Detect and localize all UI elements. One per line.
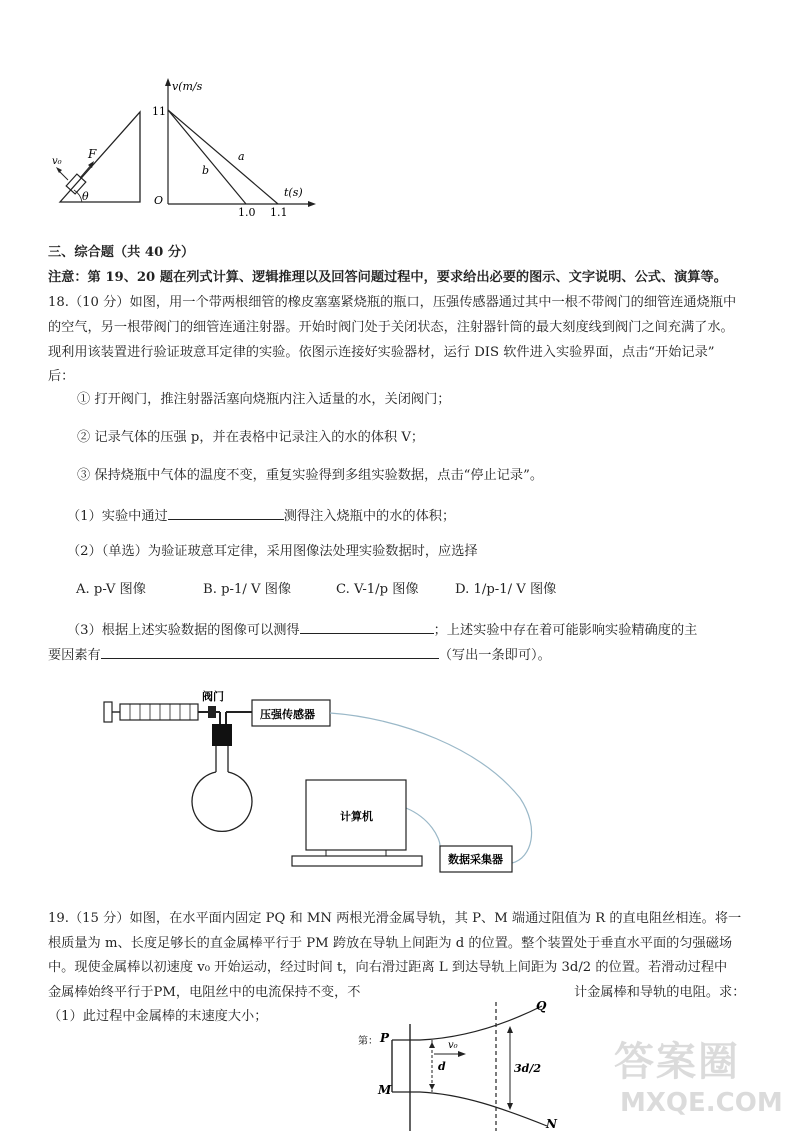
q18-sub3-cont: 要因素有 [48, 648, 101, 663]
x-tick-1: 1.0 [238, 206, 256, 218]
apparatus-figure [100, 688, 550, 878]
watermark-en: MXQE.COM [620, 1088, 783, 1118]
watermark-cn: 答案圈 [614, 1039, 740, 1085]
q18-line2: 的空气，另一根带阀门的细管连通注射器。开始时阀门处于关闭状态，注射器针筒的最大刻度线到阀门之间充满了水。 [48, 320, 734, 335]
y-axis-label: v(m/s [172, 80, 203, 93]
q18-step1: ① 打开阀门，推注射器活塞向烧瓶内注入适量的水，关闭阀门； [77, 392, 451, 407]
rails-3d2-label: 3d/2 [514, 1062, 542, 1075]
q18-step2: ② 记录气体的压强 p，并在表格中记录注入的水的体积 V； [77, 430, 425, 445]
q19-line3: 中。现使金属棒以初速度 v₀ 开始运动，经过时间 t，向右滑过距离 L 到达导轨上间距为 3d/2 的位置。若滑动过程中 [48, 960, 728, 975]
valve-label: 阀门 [202, 690, 224, 703]
vt-graph [150, 76, 320, 218]
computer-label: 计算机 [340, 810, 373, 823]
q18-line3: 现利用该装置进行验证玻意耳定律的实验。依图示连接好实验器材，运行 DIS 软件进入实验界面，点击“开始记录” [48, 345, 715, 360]
q18-sub3-prefix: （3）根据上述实验数据的图像可以测得 [67, 623, 300, 638]
q18-sub3-end: （写出一条即可）。 [438, 648, 551, 663]
q18-sub1-prefix: （1）实验中通过 [67, 509, 168, 524]
q19-line2: 根质量为 m、长度足够长的直金属棒平行于 PM 跨放在导轨上间距为 d 的位置。整个装置处于垂直水平面的匀强磁场 [48, 936, 733, 951]
rails-d-label: d [438, 1060, 446, 1073]
rails-n-label: N [546, 1117, 557, 1131]
rails-figure [352, 998, 582, 1131]
line-b [168, 110, 246, 204]
q18-line4: 后： [48, 369, 75, 384]
incline-angle-label: θ [82, 190, 89, 203]
collector-label: 数据采集器 [448, 853, 503, 866]
answer-blank-1[interactable] [168, 505, 284, 520]
line-b-label: b [202, 164, 210, 177]
rails-caption: 第： [358, 1036, 378, 1047]
q18-line1: 18.（10 分）如图，用一个带两根细管的橡皮塞塞紧烧瓶的瓶口，压强传感器通过其中一根不带阀门的细管连通烧瓶中 [48, 295, 737, 310]
rails-m-label: M [378, 1083, 392, 1097]
answer-blank-3[interactable] [101, 644, 439, 659]
watermark [610, 1030, 783, 1126]
option-c[interactable]: C. V-1/p 图像 [336, 582, 419, 597]
q19-sub1: （1）此过程中金属棒的末速度大小； [48, 1009, 268, 1024]
x-axis-label: t(s) [284, 186, 303, 199]
rails-p-label: P [380, 1031, 390, 1045]
incline-figure [52, 104, 152, 210]
q18-sub3 [67, 619, 779, 641]
sensor-label: 压强传感器 [260, 708, 315, 721]
q18-sub1 [67, 505, 779, 527]
incline-force-label: F [88, 147, 97, 161]
option-b[interactable]: B. p-1/ V 图像 [203, 582, 292, 597]
x-tick-2: 1.1 [270, 206, 288, 218]
incline-v0-label: v₀ [52, 156, 62, 167]
q18-sub2: （2）（单选）为验证玻意耳定律，采用图像法处理实验数据时，应选择 [67, 544, 478, 559]
q19-line1: 19.（15 分）如图，在水平面内固定 PQ 和 MN 两根光滑金属导轨，其 P、M 端通过阻值为 R 的直电阻丝相连。将一 [48, 911, 742, 926]
rails-q-label: Q [536, 999, 547, 1013]
y-value-label: 11 [152, 105, 166, 118]
line-a-label: a [238, 150, 245, 163]
line-a [168, 110, 278, 204]
answer-blank-2[interactable] [300, 619, 434, 634]
q19-line4-left: 金属棒始终平行于PM，电阻丝中的电流保持不变，不 [48, 985, 361, 1000]
q18-step3: ③ 保持烧瓶中气体的温度不变，重复实验得到多组实验数据，点击“停止记录”。 [77, 468, 544, 483]
q19-line4-right: 计金属棒和导轨的电阻。求： [574, 985, 746, 1000]
section-heading: 三、综合题（共 40 分） [48, 245, 195, 260]
q18-sub1-suffix: 测得注入烧瓶中的水的体积； [283, 509, 456, 524]
q18-sub3-mid: ；上述实验中存在着可能影响实验精确度的主 [433, 623, 698, 638]
section-note: 注意：第 19、20 题在列式计算、逻辑推理以及回答问题过程中，要求给出必要的图示、文字说明、公式、演算等。 [48, 270, 727, 285]
option-a[interactable]: A. p-V 图像 [76, 582, 146, 597]
rails-v0-label: v₀ [448, 1040, 458, 1051]
q18-sub3-line2 [48, 644, 760, 666]
option-d[interactable]: D. 1/p-1/ V 图像 [455, 582, 557, 597]
origin-label: O [154, 194, 164, 207]
